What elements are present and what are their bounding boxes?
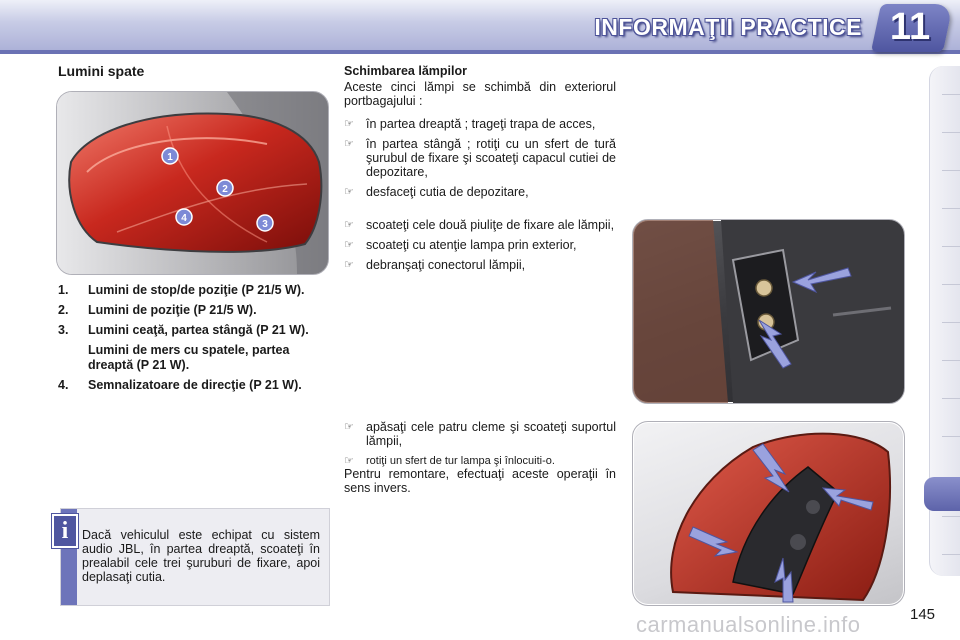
callout-4: 4 <box>181 213 187 224</box>
tab-divider <box>942 132 960 133</box>
section-title: Lumini spate <box>58 63 145 79</box>
step-text: desfaceţi cutia de depozitare, <box>366 185 529 199</box>
pointing-hand-icon: ☞ <box>344 421 354 433</box>
legend-text: Semnalizatoare de direcţie (P 21 W). <box>88 378 302 392</box>
legend-number: 4. <box>58 378 69 392</box>
tail-light-illustration <box>57 92 328 274</box>
tab-divider <box>942 554 960 555</box>
tab-divider <box>942 436 960 437</box>
legend-text: Lumini de poziţie (P 21/5 W). <box>88 303 257 317</box>
pointing-hand-icon: ☞ <box>344 138 354 150</box>
callout-2: 2 <box>222 184 228 195</box>
chapter-number: 11 <box>889 6 931 48</box>
tail-light-photo <box>56 91 329 275</box>
legend-number: 3. <box>58 323 69 337</box>
step-text: debranşaţi conectorul lămpii, <box>366 258 526 272</box>
pointing-hand-icon: ☞ <box>344 239 354 251</box>
pointing-hand-icon: ☞ <box>344 186 354 198</box>
pointing-hand-icon: ☞ <box>344 259 354 271</box>
legend-text: Lumini ceaţă, partea stângă (P 21 W). <box>88 323 309 337</box>
step-text: în partea dreaptă ; trageţi trapa de acces, <box>366 117 596 131</box>
tab-divider <box>942 398 960 399</box>
bulb-legend <box>58 283 318 398</box>
step-text: rotiţi un sfert de tur lampa şi înlocuiti-o. <box>366 455 555 467</box>
pointing-hand-icon: ☞ <box>344 455 354 467</box>
callout-3: 3 <box>262 219 268 230</box>
legend-text: Lumini de mers cu spatele, partea dreaptă (P 21 W). <box>88 343 290 372</box>
chapter-title: INFORMAŢII PRACTICE <box>594 14 862 40</box>
step-item <box>344 258 616 272</box>
legend-item <box>58 378 318 393</box>
step-item <box>344 238 616 252</box>
legend-item <box>58 283 318 298</box>
tab-divider <box>942 322 960 323</box>
legend-item <box>58 323 318 338</box>
trunk-interior-photo <box>632 219 905 404</box>
chapter-tab-active[interactable] <box>924 477 960 511</box>
callout-1: 1 <box>167 152 173 163</box>
info-note-text: Dacă vehiculul este echipat cu sistem audio JBL, în partea dreaptă, scoateţi în prealabil cele trei şuruburi de fixare, apoi deplasaţi cutia. <box>82 528 320 584</box>
step-text: în partea stângă ; rotiţi cu un sfert de tură şurubul de fixare şi scoateţi capacul cutiei de depozitare, <box>366 137 616 179</box>
legend-text: Lumini de stop/de poziţie (P 21/5 W). <box>88 283 305 297</box>
steps-list-a <box>344 117 616 205</box>
trunk-interior-illustration <box>633 220 904 403</box>
watermark: carmanualsonline.info <box>636 612 861 637</box>
step-text: apăsaţi cele patru cleme şi scoateţi suportul lămpii, <box>366 420 616 448</box>
info-icon: i <box>52 514 78 548</box>
step-text: scoateţi cu atenţie lampa prin exterior, <box>366 238 577 252</box>
tab-divider <box>942 284 960 285</box>
legend-number: 1. <box>58 283 69 297</box>
step-item <box>344 137 616 179</box>
tab-divider <box>942 360 960 361</box>
subsection-title: Schimbarea lămpilor <box>344 64 467 78</box>
step-text: scoateţi cele două piuliţe de fixare ale lămpii, <box>366 218 615 232</box>
step-item <box>344 117 616 131</box>
step-item <box>344 420 616 448</box>
legend-number: 2. <box>58 303 69 317</box>
reassembly-note: Pentru remontare, efectuaţi aceste operaţii în sens invers. <box>344 467 616 495</box>
step-item <box>344 218 616 232</box>
pointing-hand-icon: ☞ <box>344 219 354 231</box>
page-number: 145 <box>910 606 936 623</box>
tab-divider <box>942 208 960 209</box>
step-item <box>344 185 616 199</box>
intro-paragraph: Aceste cinci lămpi se schimbă din exteriorul portbagajului : <box>344 80 616 108</box>
tab-divider <box>942 246 960 247</box>
tab-divider <box>942 170 960 171</box>
lamp-holder-illustration <box>633 422 904 605</box>
steps-list-b <box>344 218 616 278</box>
pointing-hand-icon: ☞ <box>344 118 354 130</box>
legend-item <box>58 303 318 318</box>
lamp-holder-photo <box>632 421 905 606</box>
tab-divider <box>942 94 960 95</box>
tab-divider <box>942 516 960 517</box>
steps-list-c <box>344 420 616 474</box>
step-item <box>344 454 616 468</box>
